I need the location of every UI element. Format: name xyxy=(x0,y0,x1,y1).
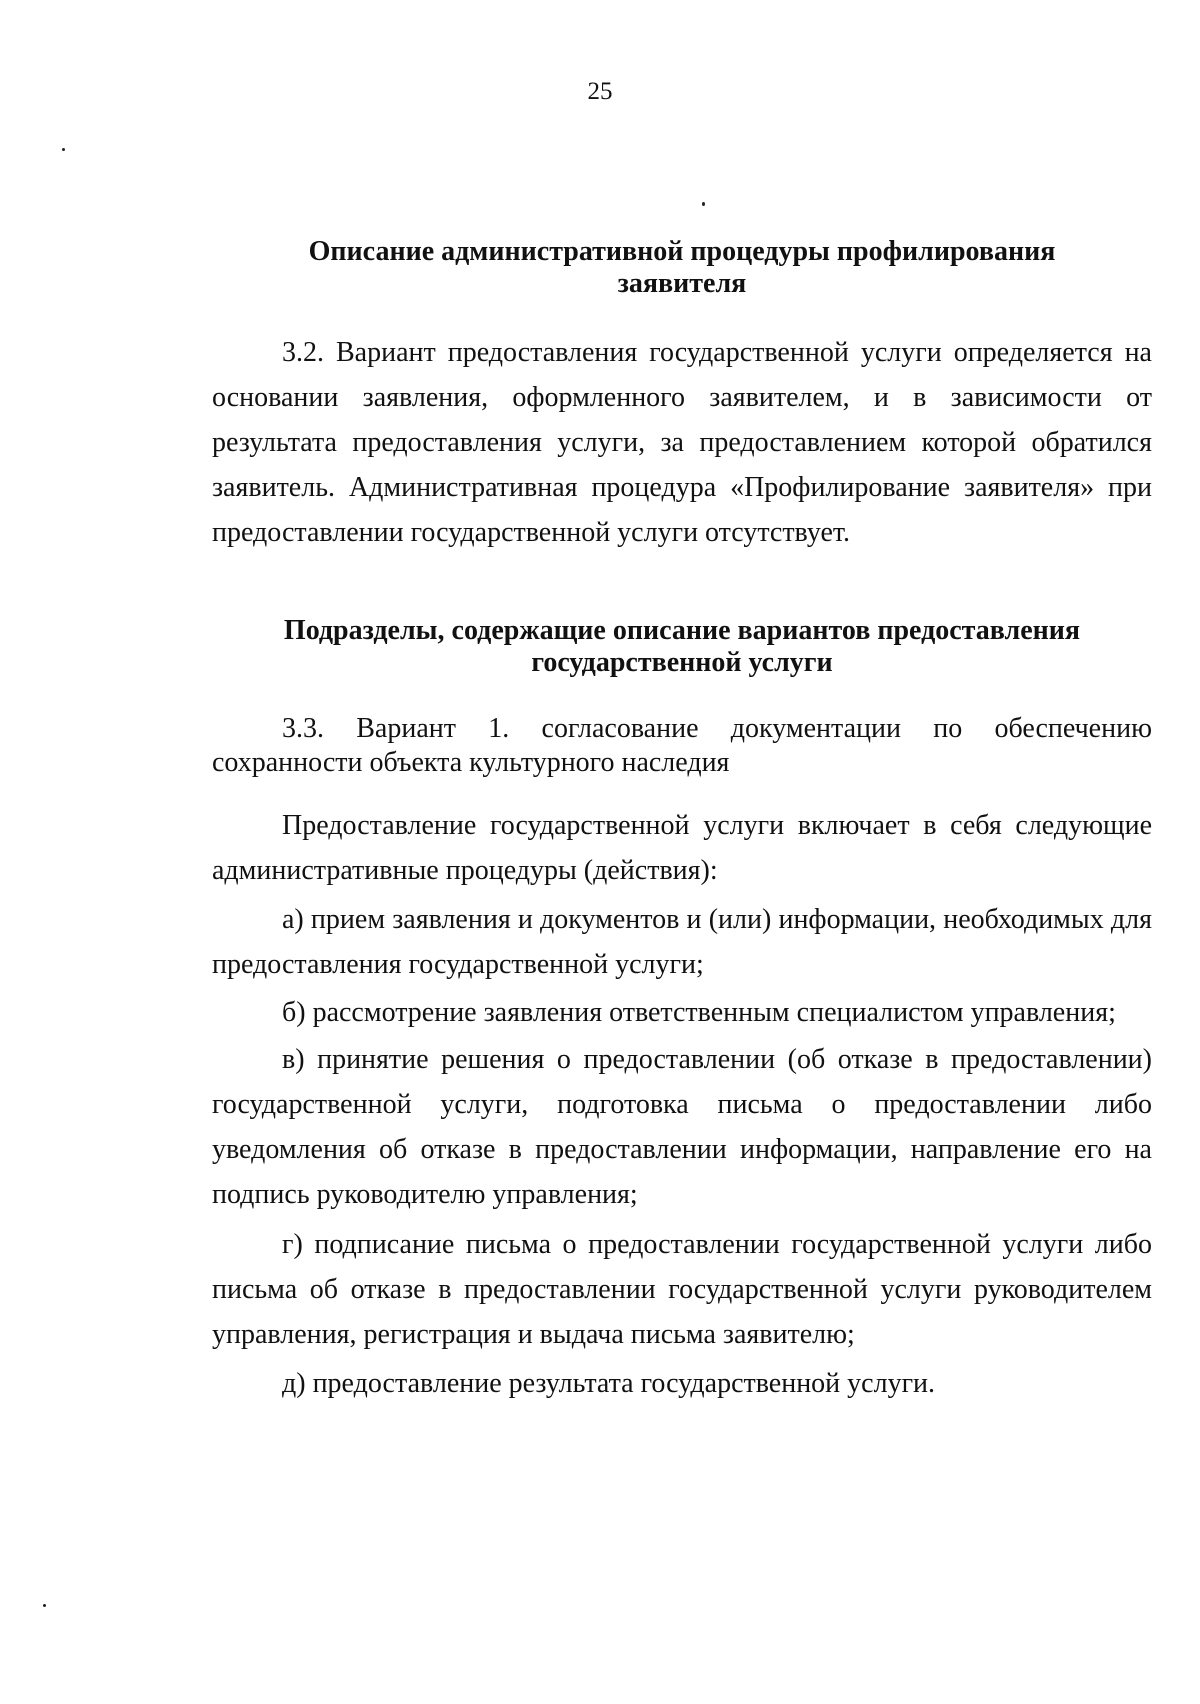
list-item-d: д) предоставление результата государственной услуги. xyxy=(282,1368,936,1399)
scan-speck xyxy=(62,148,65,151)
heading-line: государственной услуги xyxy=(531,647,833,678)
heading-line: заявителя xyxy=(617,268,747,299)
scan-speck xyxy=(43,1604,46,1607)
section-heading-variants xyxy=(212,615,1152,679)
paragraph-3-3: 3.3. Вариант 1. согласование документации по обеспечению сохранности объекта культурного наследия xyxy=(212,713,1152,778)
heading-line: Описание административной процедуры профилирования xyxy=(308,236,1056,267)
list-item-g: г) подписание письма о предоставлении государственной услуги либо письма об отказе в предоставлении государственной услуги руководителем управления, регистрация и выдача письма заявителю; xyxy=(212,1229,1152,1350)
paragraph-procedures-intro: Предоставление государственной услуги включает в себя следующие административные процедуры (действия): xyxy=(212,810,1152,886)
list-item-v: в) принятие решения о предоставлении (об отказе в предоставлении) государственной услуги, подготовка письма о предоставлении либо уведомления об отказе в предоставлении информации, направление его на подпись руководителю управления; xyxy=(212,1044,1152,1210)
scan-speck xyxy=(702,202,705,206)
heading-line: Подразделы, содержащие описание вариантов предоставления xyxy=(283,615,1081,646)
paragraph-3-2: 3.2. Вариант предоставления государственной услуги определяется на основании заявления, оформленного заявителем, и в зависимости от результата предоставления услуги, за предоставлением которой обратился заявитель. Административная процедура «Профилирование заявителя» при предоставлении государственной услуги отсутствует. xyxy=(212,337,1152,548)
section-heading-profiling xyxy=(212,236,1152,300)
list-item-a: а) прием заявления и документов и (или) информации, необходимых для предоставления государственной услуги; xyxy=(212,904,1152,980)
page-number: 25 xyxy=(587,78,613,105)
list-item-b: б) рассмотрение заявления ответственным специалистом управления; xyxy=(282,997,1116,1028)
